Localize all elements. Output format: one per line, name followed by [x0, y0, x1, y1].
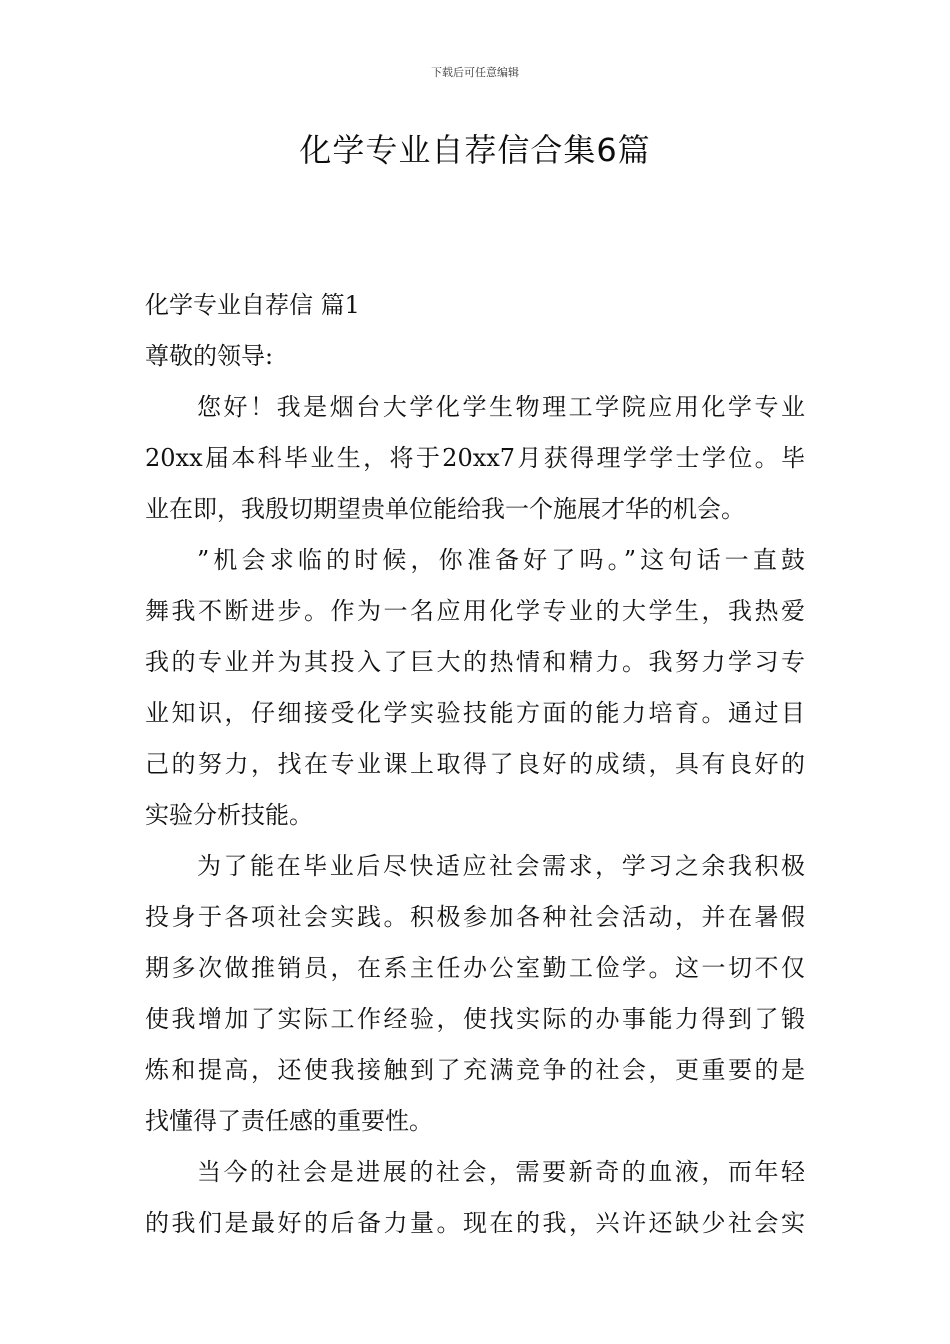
paragraph-line: 当今的社会是进展的社会，需要新奇的血液，而年轻: [197, 1158, 805, 1186]
paragraph-1: [145, 382, 805, 535]
paragraph-line: 20xx届本科毕业生，将于20xx7月获得理学学士学位。毕: [145, 444, 805, 472]
paragraph-line: 舞我不断进步。作为一名应用化学专业的大学生，我热爱: [145, 597, 805, 625]
paragraph-line: 期多次做推销员，在系主任办公室勤工俭学。这一切不仅: [145, 954, 805, 982]
paragraph-line: 的我们是最好的后备力量。现在的我，兴许还缺少社会实: [145, 1209, 805, 1237]
paragraph-line: 投身于各项社会实践。积极参加各种社会活动，并在暑假: [145, 903, 805, 931]
header-note: 下载后可任意编辑: [431, 66, 519, 79]
paragraph-line: 业知识，仔细接受化学实验技能方面的能力培育。通过目: [145, 699, 805, 727]
paragraph-line: 为了能在毕业后尽快适应社会需求，学习之余我积极: [197, 852, 805, 880]
salutation: 尊敬的领导:: [145, 342, 274, 370]
paragraph-line: 使我增加了实际工作经验，使找实际的办事能力得到了锻: [145, 1005, 805, 1033]
paragraph-line: 我的专业并为其投入了巨大的热情和精力。我努力学习专: [145, 648, 805, 676]
paragraph-line: 炼和提高，还使我接触到了充满竞争的社会，更重要的是: [145, 1056, 805, 1084]
paragraph-4: [145, 1147, 805, 1249]
paragraph-line: 实验分析技能。: [145, 801, 313, 829]
paragraph-line: ”机会求临的时候，你准备好了吗。”这句话一直鼓: [197, 546, 805, 574]
paragraph-line: 找懂得了责任感的重要性。: [145, 1107, 433, 1135]
paragraph-3: [145, 841, 805, 1147]
paragraph-line: 业在即，我殷切期望贵单位能给我一个施展才华的机会。: [145, 495, 745, 523]
paragraph-line: 己的努力，找在专业课上取得了良好的成绩，具有良好的: [145, 750, 805, 778]
document-title: 化学专业自荐信合集6篇: [299, 131, 651, 169]
paragraph-line: 您好！我是烟台大学化学生物理工学院应用化学专业: [197, 393, 805, 421]
paragraph-2: [145, 535, 805, 841]
document-body: [145, 280, 805, 1249]
section-heading: 化学专业自荐信 篇1: [145, 291, 360, 319]
